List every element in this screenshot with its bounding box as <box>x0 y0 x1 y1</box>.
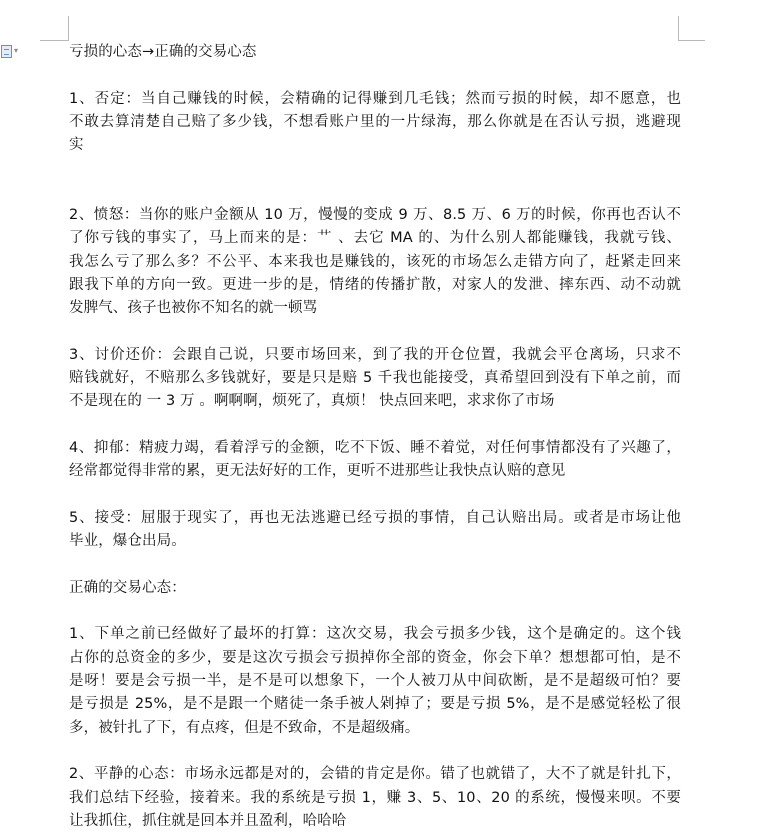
paragraph-line: 了你亏钱的事实了，马上而来的是：艹 、去它 MA 的、为什么别人都能赚钱，我就亏钱、 <box>69 230 681 247</box>
paragraph-line: 我怎么亏了那么多？不公平、本来我也是赚钱的，该死的市场怎么走错方向了，赶紧走回来 <box>69 253 681 270</box>
page-corner-mark-left <box>40 16 69 41</box>
paragraph-line: 实 <box>69 137 84 154</box>
navigation-pane-icon[interactable] <box>1 44 25 58</box>
chevron-down-icon: ▾ <box>14 46 19 55</box>
paragraph-line: 2、平静的心态：市场永远都是对的，会错的肯定是你。错了也就错了，大不了就是针扎下， <box>69 766 681 783</box>
paragraph-line: 赔钱就好，不赔那么多钱就好，要是只是赔 5 千我也能接受，真希望回到没有下单之前，而 <box>69 370 681 387</box>
paragraph-line: 1、下单之前已经做好了最坏的打算：这次交易，我会亏损多少钱，这个是确定的。这个钱 <box>69 626 681 643</box>
section-heading: 正确的交易心态： <box>69 579 186 596</box>
paragraph-line: 2、愤怒：当你的账户金额从 10 万，慢慢的变成 9 万、8.5 万、6 万的时候，你再也否认不 <box>69 207 681 224</box>
paragraph-line: 不敢去算清楚自己赔了多少钱，不想看账户里的一片绿海，那么你就是在否认亏损，逃避现 <box>69 113 681 130</box>
paragraph-line: 占你的总资金的多少，要是这次亏损会亏损掉你全部的资金，你会下单？想想都可怕，是不 <box>69 649 681 666</box>
document-icon <box>1 45 12 58</box>
paragraph-line: 毕业，爆仓出局。 <box>69 533 186 550</box>
paragraph-line: 跟我下单的方向一致。更进一步的是，情绪的传播扩散，对家人的发泄、摔东西、动不动就 <box>69 276 681 293</box>
paragraph-line: 1、否定：当自己赚钱的时候，会精确的记得赚到几毛钱；然而亏损的时候，却不愿意，也 <box>69 90 681 107</box>
paragraph-line: 我们总结下经验，接着来。我的系统是亏损 1，赚 3、5、10、20 的系统，慢慢来呗。不要 <box>69 789 681 806</box>
paragraph-line: 经常都觉得非常的累，更无法好好的工作，更听不进那些让我快点认赔的意见 <box>69 463 566 480</box>
paragraph-line: 3、讨价还价：会跟自己说，只要市场回来，到了我的开仓位置，我就会平仓离场，只求不 <box>69 346 681 363</box>
paragraph-line: 是亏损是 25%，是不是跟一个赌徒一条手被人剁掉了；要是亏损 5%，是不是感觉轻松了很 <box>69 696 681 713</box>
paragraph-line: 是呀！要是会亏损一半，是不是可以想象下，一个人被刀从中间砍断，是不是超级可怕？要 <box>69 673 681 690</box>
document-title: 亏损的心态→正确的交易心态 <box>69 44 257 60</box>
paragraph-line: 4、抑郁：精疲力竭，看着浮亏的金额，吃不下饭、睡不着觉，对任何事情都没有了兴趣了， <box>69 440 681 457</box>
paragraph-line: 5、接受：屈服于现实了，再也无法逃避已经亏损的事情，自己认赔出局。或者是市场让他 <box>69 509 681 526</box>
document-body[interactable] <box>69 41 681 833</box>
paragraph-line: 多，被针扎了下，有点疼，但是不致命，不是超级痛。 <box>69 719 420 736</box>
paragraph-line: 不是现在的 一 3 万 。啊啊啊，烦死了，真烦！ 快点回来吧，求求你了市场 <box>69 393 555 410</box>
paragraph-line: 发脾气、孩子也被你不知名的就一顿骂 <box>69 300 318 317</box>
page-corner-mark-right <box>678 16 705 41</box>
paragraph-line: 让我抓住，抓住就是回本并且盈利，哈哈哈 <box>69 812 347 829</box>
